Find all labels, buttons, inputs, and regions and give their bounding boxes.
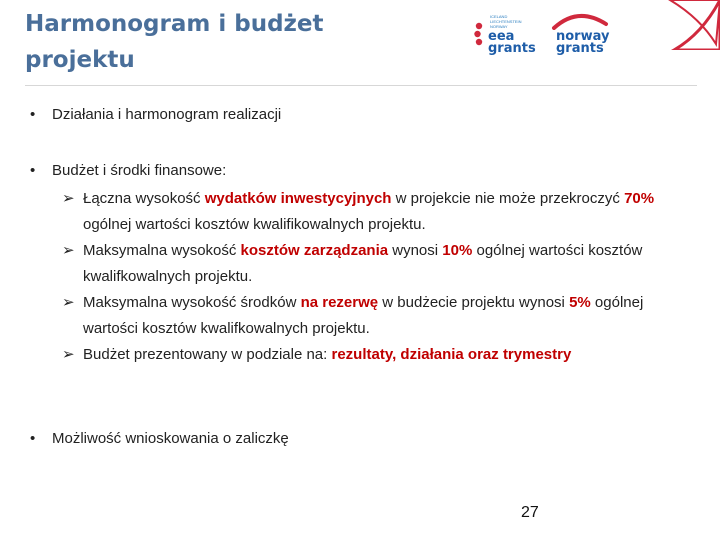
page-number: 27 [521, 504, 539, 521]
eea-word: eea [488, 29, 515, 44]
norway-word: norway [556, 29, 610, 44]
sub-highlight: wydatków inwestycyjnych [204, 190, 392, 207]
norway-arc-icon [548, 12, 612, 30]
sub-text: ogólnej wartości kosztów kwalifikowalnych projektu. [83, 216, 426, 233]
bullet-dot: • [30, 106, 36, 123]
sub-text: wynosi [388, 242, 443, 259]
sub-text: ogólnej wartości kosztów kwalifkowalnych projektu. [83, 242, 643, 285]
norway-grants-logo [548, 12, 628, 56]
sub-highlight: 5% [569, 294, 591, 311]
sub-text: Łączna wysokość [83, 190, 205, 207]
sub-text: w budżecie projektu wynosi [378, 294, 570, 311]
arrow-bullet-icon: ➢ [62, 346, 75, 363]
title-divider [25, 85, 697, 86]
bullet-text: Działania i harmonogram realizacji [52, 106, 282, 123]
arrow-bullet-icon: ➢ [62, 294, 75, 311]
bullet-text: Budżet i środki finansowe: [52, 162, 227, 179]
eea-mark-icon [474, 22, 488, 48]
sub-item-investment [62, 186, 682, 238]
sub-item-budget-split [62, 342, 682, 368]
sub-highlight: rezultaty, działania oraz trymestry [331, 346, 572, 363]
sub-highlight: na rezerwę [300, 294, 379, 311]
sub-highlight: 10% [442, 242, 473, 259]
eea-grants-logo [470, 12, 540, 56]
bullet-dot: • [30, 430, 36, 447]
budget-sub-list [62, 186, 682, 368]
bullet-schedule [30, 104, 281, 126]
sub-item-management [62, 238, 682, 290]
eea-small-text: ICELAND LIECHTENSTEIN NORWAY [490, 14, 522, 29]
sub-text: w projekcie nie może przekroczyć [391, 190, 625, 207]
arrow-bullet-icon: ➢ [62, 242, 75, 259]
sub-highlight: 70% [624, 190, 655, 207]
norway-grants-word: grants [556, 41, 604, 56]
bullet-budget [30, 160, 226, 182]
logos [470, 12, 630, 56]
bullet-advance [30, 428, 289, 450]
sub-text: Maksymalna wysokość [83, 242, 241, 259]
title-line-2: projektu [25, 47, 135, 73]
arrow-bullet-icon: ➢ [62, 190, 75, 207]
eea-grants-word: grants [488, 41, 536, 56]
bullet-text: Możliwość wnioskowania o zaliczkę [52, 430, 289, 447]
sub-item-reserve [62, 290, 682, 342]
sub-text: Maksymalna wysokość środków [83, 294, 301, 311]
bullet-dot: • [30, 162, 36, 179]
corner-decoration [650, 0, 720, 50]
title-line-1: Harmonogram i budżet [25, 11, 324, 37]
sub-highlight: kosztów zarządzania [240, 242, 389, 259]
sub-text: Budżet prezentowany w podziale na: [83, 346, 332, 363]
slide-title [25, 6, 365, 78]
sub-text: ogólnej wartości kosztów kwalifkowalnych projektu. [83, 294, 644, 337]
